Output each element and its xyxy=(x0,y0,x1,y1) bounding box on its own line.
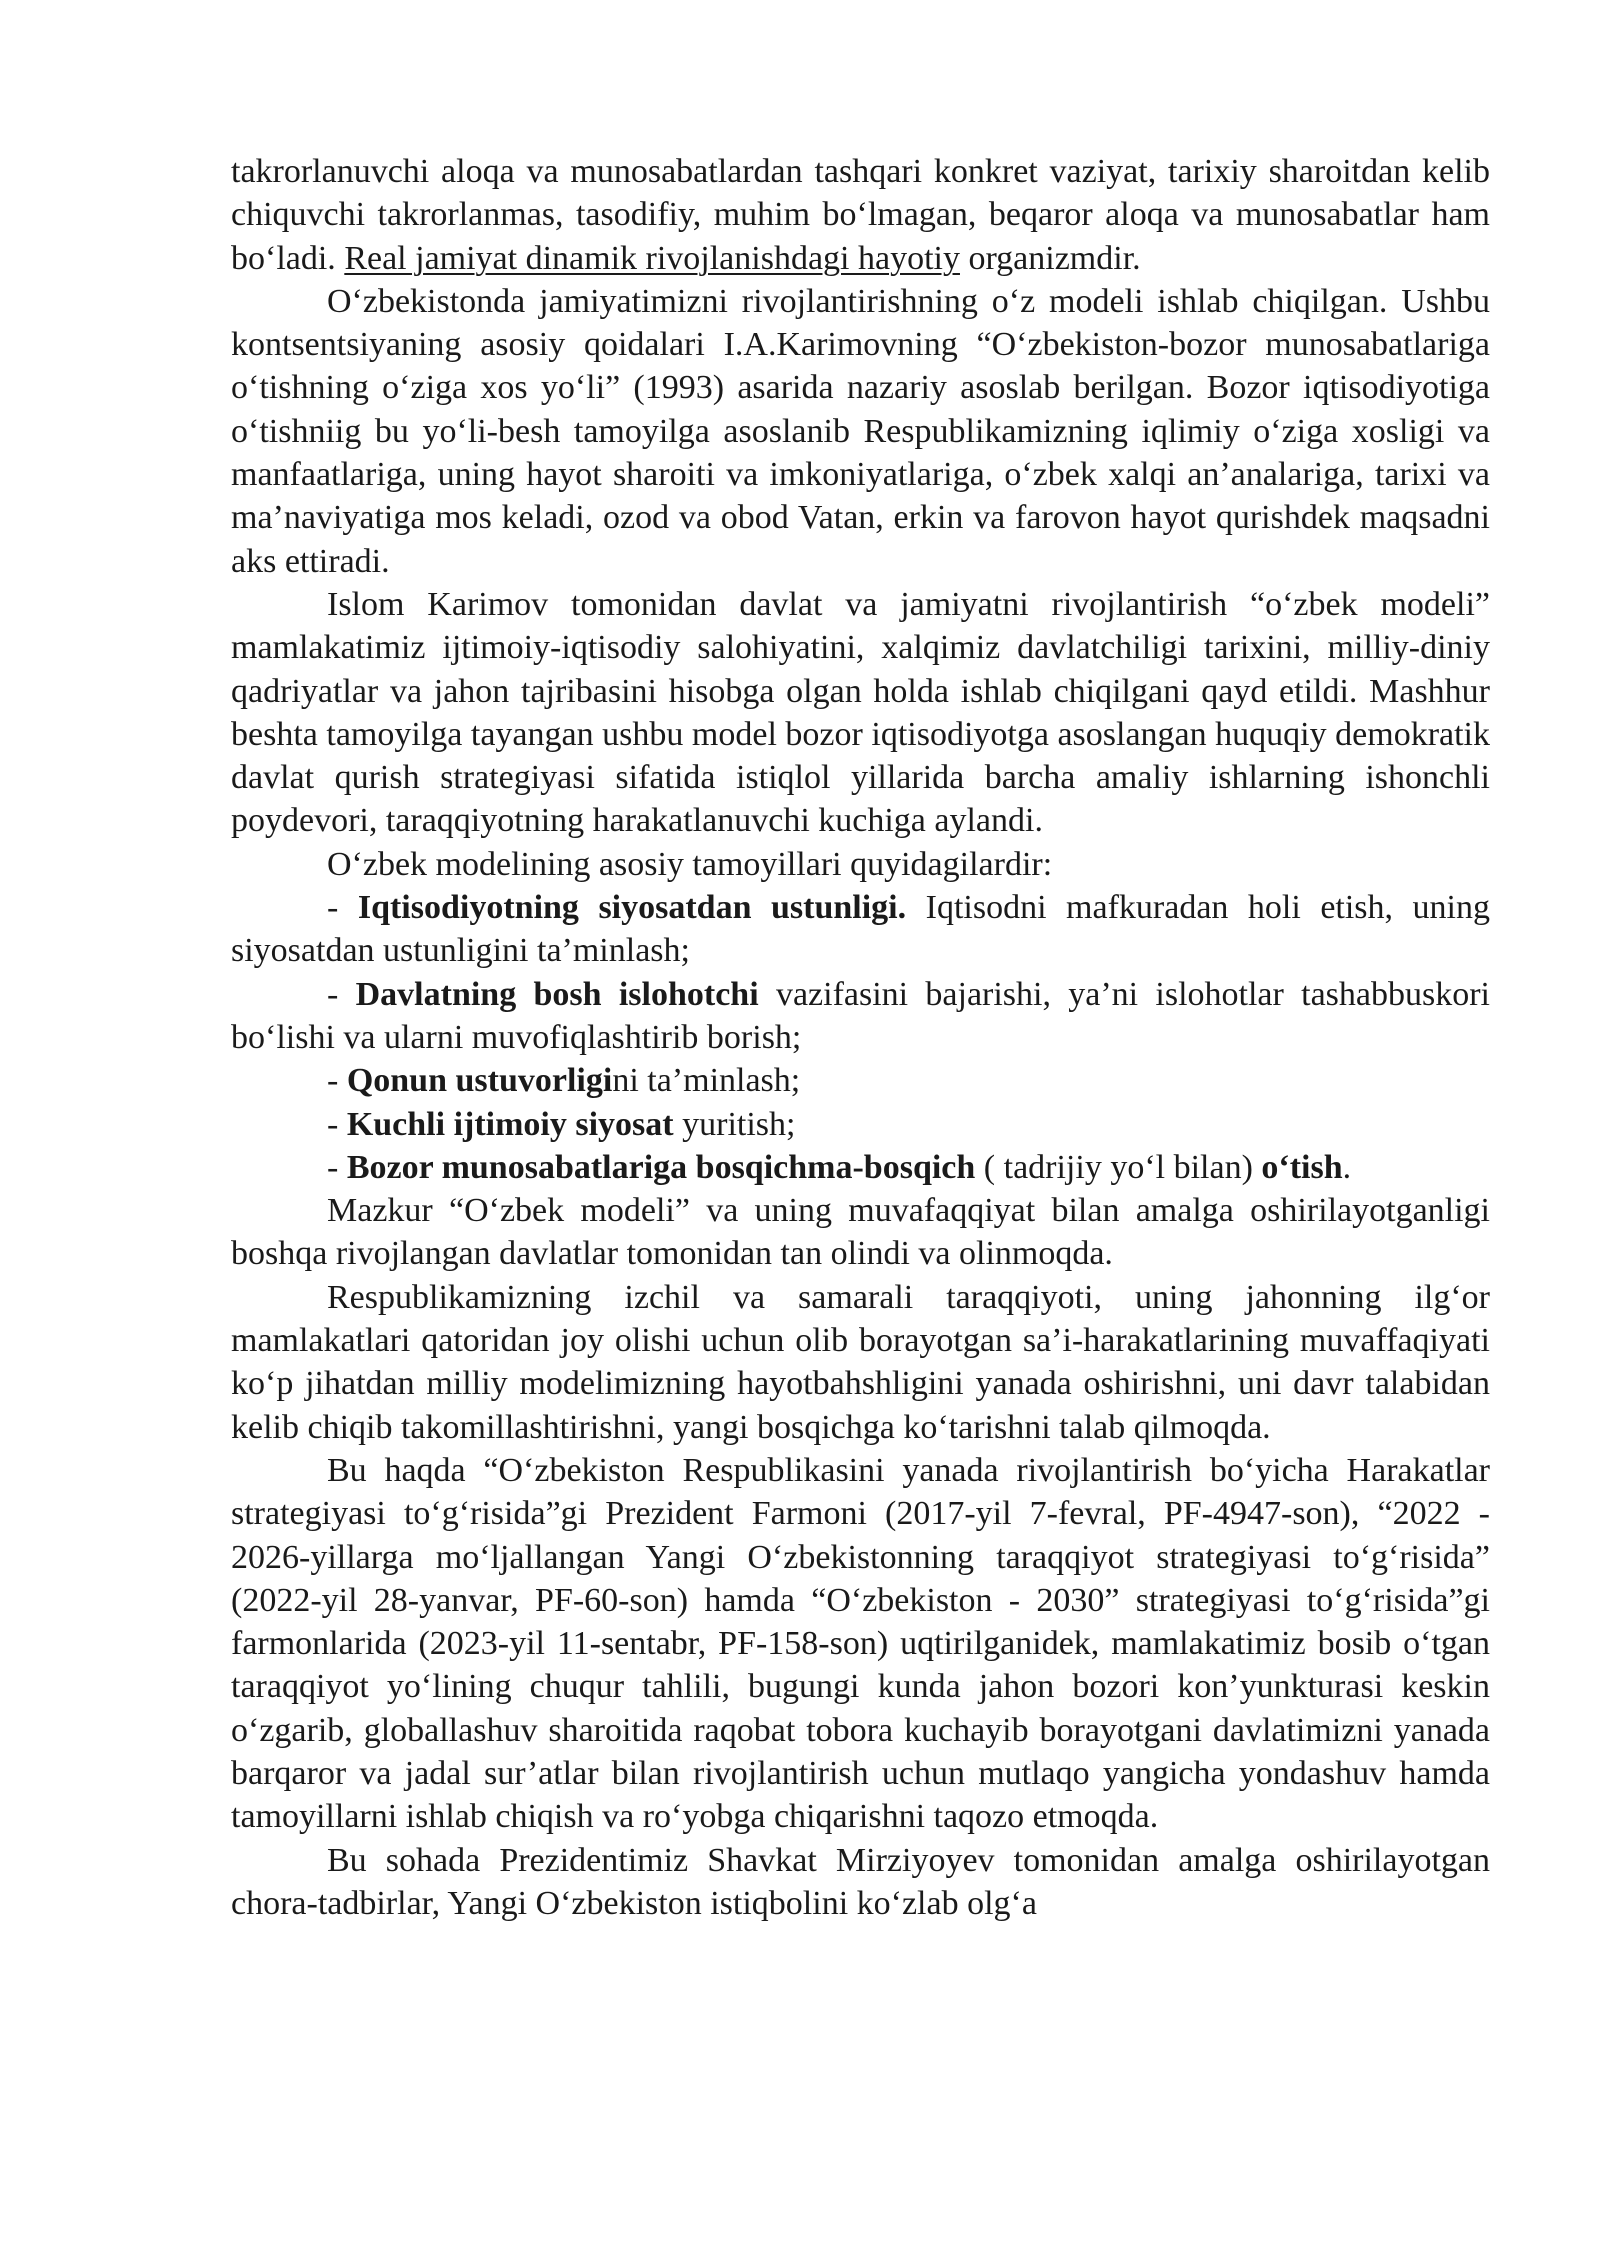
principles-intro: O‘zbek modelining asosiy tamoyillari quyidagilardir: xyxy=(327,845,1053,883)
list-dash: - xyxy=(327,1105,347,1143)
principle-title: Iqtisodiyotning siyosatdan ustunligi. xyxy=(357,889,907,927)
list-dash: - xyxy=(327,975,356,1013)
paragraph-1 xyxy=(231,150,1490,280)
list-dash: - xyxy=(327,889,358,927)
paragraph-2: O‘zbekistonda jamiyatimizni rivojlantirishning o‘z modeli ishlab chiqilgan. Ushbu kontsentsiyaning asosiy qoidalari I.A.Karimovning “O‘zbekiston-bozor munosabatlariga o‘tishning o‘ziga xos yo‘li” (1993) asarida nazariy asoslab berilgan. Bozor iqtisodiyotiga o‘tishniig bu yo‘li-besh tamoyilga asoslanib Respublikamizning iqlimiy o‘ziga xosligi va manfaatlariga, uning hayot sharoiti va imkoniyatlariga, o‘zbek xalqi an’analariga, tarixi va ma’naviyatiga mos keladi, ozod va obod Vatan, erkin va farovon hayot qurishdek maqsadni aks ettiradi. xyxy=(231,282,1490,580)
principle-title: Qonun ustuvorligi xyxy=(346,1062,613,1100)
principle-title: Kuchli ijtimoiy siyosat xyxy=(346,1105,674,1143)
principle-description: ni ta’minlash; xyxy=(612,1062,801,1100)
principle-item-2 xyxy=(231,973,1490,1060)
list-dash: - xyxy=(327,1148,347,1186)
principle-title: Bozor munosabatlariga bosqichma-bosqich xyxy=(346,1148,976,1186)
paragraph-5: Mazkur “O‘zbek modeli” va uning muvafaqqiyat bilan amalga oshirilayotganligi boshqa rivojlangan davlatlar tomonidan tan olindi va olinmoqda. xyxy=(231,1192,1490,1273)
principle-description: yuritish; xyxy=(673,1105,796,1143)
principle-item-5 xyxy=(231,1146,1490,1189)
principle-title-end: o‘tish xyxy=(1261,1148,1343,1186)
principle-title: Davlatning bosh islohotchi xyxy=(355,975,759,1013)
paragraph-3: Islom Karimov tomonidan davlat va jamiyatni rivojlantirish “o‘zbek modeli” mamlakatimiz ijtimoiy-iqtisodiy salohiyatini, xalqimiz davlatchiligi tarixini, milliy-diniy qadriyatlar va jahon tajribasini hisobga olgan holda ishlab chiqilgani qayd etildi. Mashhur beshta tamoyilga tayangan ushbu model bozor iqtisodiyotga asoslangan huquqiy demokratik davlat qurish strategiyasi sifatida istiqlol yillarida barcha amaliy ishlarning ishonchli poydevori, taraqqiyotning harakatlanuvchi kuchiga aylandi. xyxy=(231,585,1490,840)
paragraph-6: Respublikamizning izchil va samarali taraqqiyoti, uning jahonning ilg‘or mamlakatlari qatoridan joy olishi uchun olib borayotgan sa’i-harakatlarining muvaffaqiyati ko‘p jihatdan milliy modelimizning hayotbahshligini yanada oshirishni, uni davr talabidan kelib chiqib takomillashtirishni, yangi bosqichga ko‘tarishni talab qilmoqda. xyxy=(231,1278,1490,1446)
paragraph-7: Bu haqda “O‘zbekiston Respublikasini yanada rivojlantirish bo‘yicha Harakatlar strategiyasi to‘g‘risida”gi Prezident Farmoni (2017-yil 7-fevral, PF-4947-son), “2022 - 2026-yillarga mo‘ljallangan Yangi O‘zbekistonning taraqqiyot strategiyasi to‘g‘risida” (2022-yil 28-yanvar, PF-60-son) hamda “O‘zbekiston - 2030” strategiyasi to‘g‘risida”gi farmonlarida (2023-yil 11-sentabr, PF-158-son) uqtirilganidek, mamlakatimiz bosib o‘tgan taraqqiyot yo‘lining chuqur tahlili, bugungi kunda jahon bozori kon’yunkturasi keskin o‘zgarib, globallashuv sharoitida raqobat tobora kuchayib borayotgani davlatimizni yanada barqaror va jadal sur’atlar bilan rivojlantirish uchun mutlaqo yangicha yondashuv hamda tamoyillarni ishlab chiqish va ro‘yobga chiqarishni taqozo etmoqda. xyxy=(231,1451,1490,1836)
principle-description: vazifasini bajarishi, ya’ni islohotlar tashabbuskori bo‘lishi va ularni muvofiqlashtirib borish; xyxy=(231,975,1490,1056)
principle-description: ( tadrijiy yo‘l bilan) xyxy=(975,1148,1262,1186)
principle-item-4 xyxy=(231,1103,1490,1146)
underlined-sentence: Real jamiyat dinamik rivojlanishdagi hayotiy xyxy=(344,239,960,277)
list-dash: - xyxy=(327,1062,347,1100)
principle-item-1 xyxy=(231,886,1490,973)
paragraph-8: Bu sohada Prezidentimiz Shavkat Mirziyoyev tomonidan amalga oshirilayotgan chora-tadbirlar, Yangi O‘zbekiston istiqbolini ko‘zlab olg‘a xyxy=(231,1841,1490,1922)
document-page xyxy=(231,150,1490,1925)
principle-item-3 xyxy=(231,1059,1490,1102)
principle-period: . xyxy=(1342,1148,1352,1186)
paragraph-1-text: takrorlanuvchi aloqa va munosabatlardan tashqari konkret vaziyat, tarixiy sharoitdan kelib chiquvchi takrorlanmas, tasodifiy, muhim bo‘lmagan, beqaror aloqa va munosabatlar ham bo‘ladi. xyxy=(231,153,1490,277)
paragraph-1-end: organizmdir. xyxy=(959,239,1141,277)
principle-description: Iqtisodni mafkuradan holi etish, uning siyosatdan ustunligini ta’minlash; xyxy=(231,889,1490,970)
